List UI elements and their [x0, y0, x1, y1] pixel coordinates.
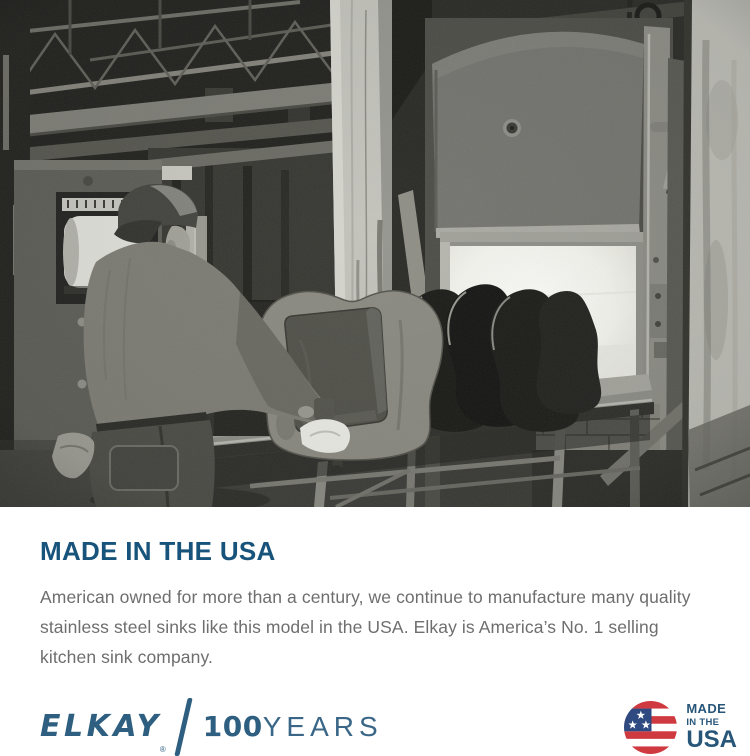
us-flag-icon [624, 701, 677, 754]
page-heading: MADE IN THE USA [40, 536, 276, 566]
body-paragraph: American owned for more than a century, we continue to manufacture many quality stainless steel sinks like this model in the USA. Elkay is America’s No. 1 selling kitchen sink company. [40, 587, 691, 668]
registered-mark: ® [159, 745, 166, 755]
text-section [0, 536, 750, 672]
badge-made-label: MADE [686, 701, 727, 717]
badge-text [686, 702, 737, 752]
footer [0, 698, 750, 756]
made-in-usa-badge [624, 701, 737, 754]
badge-usa-label: USA [686, 726, 737, 754]
brand-wordmark: ELKAY [40, 709, 162, 745]
logo-slash-divider [174, 698, 192, 756]
years-number: 100 [202, 710, 263, 744]
badge-in-the-label: IN THE [686, 716, 720, 728]
elkay-logo [40, 698, 383, 756]
years-lockup [202, 710, 383, 744]
years-word: YEARS [262, 711, 383, 743]
